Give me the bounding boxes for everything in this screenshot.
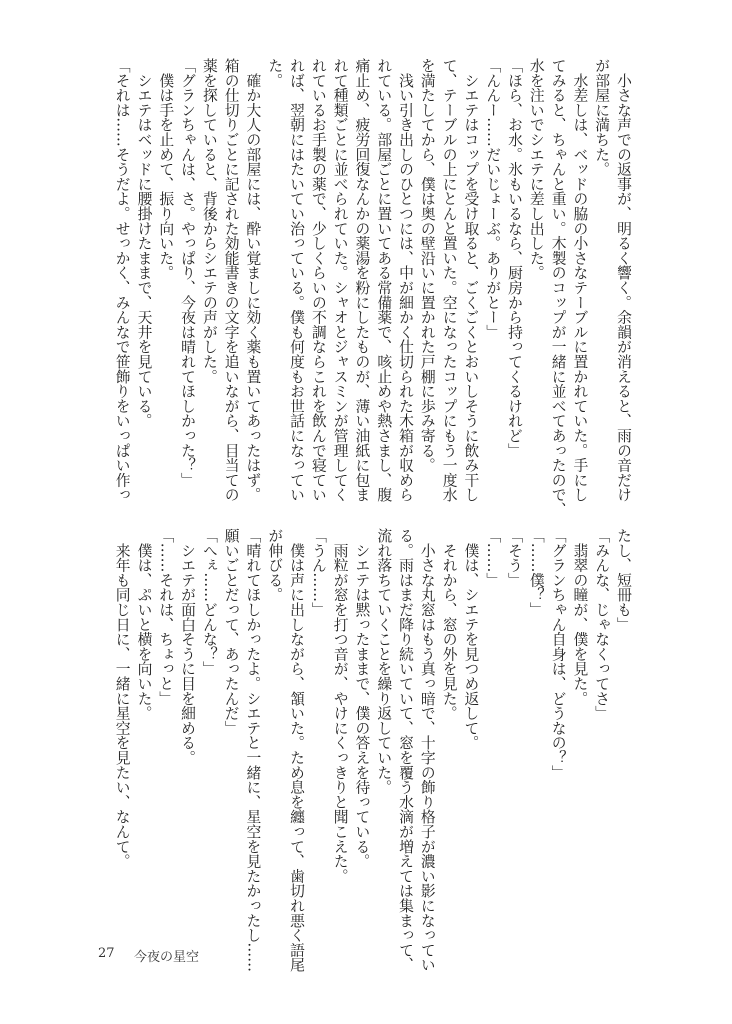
text-column: 来年も同じ日に、一緒に星空を見たい、なんて。 [113, 528, 131, 869]
text-column: 「んんー……だいじょーぶ。ありがとー」 [484, 58, 502, 340]
text-column: 「晴れてほしかったよ。シエテと一緒に、星空を見たかったし…… [244, 528, 262, 972]
text-column: シエテはコップを受け取ると、ごくごくとおいしそうに飲み干し [462, 58, 480, 502]
text-column: シエテは黙ったままで、僕の答えを待っている。 [353, 528, 371, 869]
text-column: 「みんな、じゃなくってさ」 [593, 528, 611, 721]
text-column: が伸びる。 [266, 528, 284, 602]
text-column: 流れ落ちていくことを繰り返していた。 [375, 528, 393, 795]
text-column: 「……僕？」 [527, 528, 545, 617]
text-column: 痛止め、疲労回復なんかの薬湯を粉にしたものが、薄い油紙に包ま [353, 58, 371, 502]
text-column: 薬を探していると、背後からシエテの声がした。 [200, 58, 218, 384]
text-column: 浅い引き出しのひとつには、中が細かく仕切られた木箱が収めら [397, 58, 415, 502]
text-column: 「そう」 [506, 528, 524, 588]
text-column: た。 [266, 58, 284, 88]
text-column: 「へぇ……どんな？」 [200, 528, 218, 676]
text-column: てみると、ちゃんと重い。木製のコップが一緒に並べてあったので、 [549, 58, 567, 517]
text-column: 確か大人の部屋には、酔い覚ましに効く薬も置いてあったはず。 [244, 58, 262, 502]
text-column: それから、窓の外を見た。 [440, 528, 458, 721]
text-column: 「グランちゃんは、さ。やっぱり、今夜は晴れてほしかった？」 [179, 58, 197, 488]
text-column: れているお手製の薬で、少しくらいの不調ならこれを飲んで寝てい [309, 58, 327, 502]
text-column: て、テーブルの上にとんと置いた。空になったコップにもう一度水 [440, 58, 458, 502]
text-column: 「……」 [484, 528, 502, 588]
text-column: れている。部屋ごとに置いてある常備薬で、咳止めや熱さまし、腹 [375, 58, 393, 502]
text-column: 小さな丸窓はもう真っ暗で、十字の飾り格子が濃い影になってい [418, 528, 436, 972]
upper-text-block [110, 58, 634, 517]
text-column: 願いごとだって、あったんだ」 [222, 528, 240, 736]
lower-text-block [110, 528, 634, 972]
text-column: シエテはベッドに腰掛けたままで、天井を見ている。 [135, 58, 153, 428]
text-column: 「ほら、お水。氷もいるなら、厨房から持ってくるけれど」 [506, 58, 524, 458]
text-column: 「うん……」 [309, 528, 327, 617]
text-column: 小さな声での返事が、明るく響く。余韻が消えると、雨の音だけ [615, 58, 632, 502]
text-column: 僕は手を止めて、振り向いた。 [157, 58, 175, 280]
text-column: 水差しは、ベッドの脇の小さなテーブルに置かれていた。手にし [571, 58, 589, 502]
text-column: たし、短冊も」 [615, 528, 632, 632]
text-column: 僕は、シエテを見つめ返して。 [462, 528, 480, 750]
text-column: 「それは……そうだよ。せっかく、みんなで笹飾りをいっぱい作っ [113, 58, 131, 502]
text-column: 僕は声に出しながら、頷いた。ため息を纏って、歯切れ悪く語尾 [288, 528, 306, 972]
running-title: 今夜の星空 [134, 950, 200, 965]
text-column: が部屋に満ちた。 [593, 58, 611, 177]
text-column: 水を注いでシエテに差し出した。 [527, 58, 545, 280]
text-column: 僕は、ぷいと横を向いた。 [135, 528, 153, 721]
page-number: 27 [98, 946, 115, 961]
text-column: 「グランちゃん自身は、どうなの？」 [549, 528, 567, 780]
text-column: 雨粒が窓を打つ音が、やけにくっきりと聞こえた。 [331, 528, 349, 884]
text-column: れば、翌朝にはたいてい治っている。僕も何度もお世話になってい [288, 58, 306, 502]
text-column: を満たしてから、僕は奥の壁沿いに置かれた戸棚に歩み寄る。 [418, 58, 436, 473]
text-column: 翡翠の瞳が、僕を見た。 [571, 528, 589, 706]
text-column: る。雨はまだ降り続いていて、窓を覆う水滴が増えては集まって、 [397, 528, 415, 972]
text-column: 「……それは、ちょっと」 [157, 528, 175, 706]
text-column: シエテが面白そうに目を細める。 [179, 528, 197, 765]
text-column: 箱の仕切りごとに記された効能書きの文字を追いながら、目当ての [222, 58, 240, 502]
text-column: れて種類ごとに並べられていた。シャオとジャスミンが管理してく [331, 58, 349, 502]
